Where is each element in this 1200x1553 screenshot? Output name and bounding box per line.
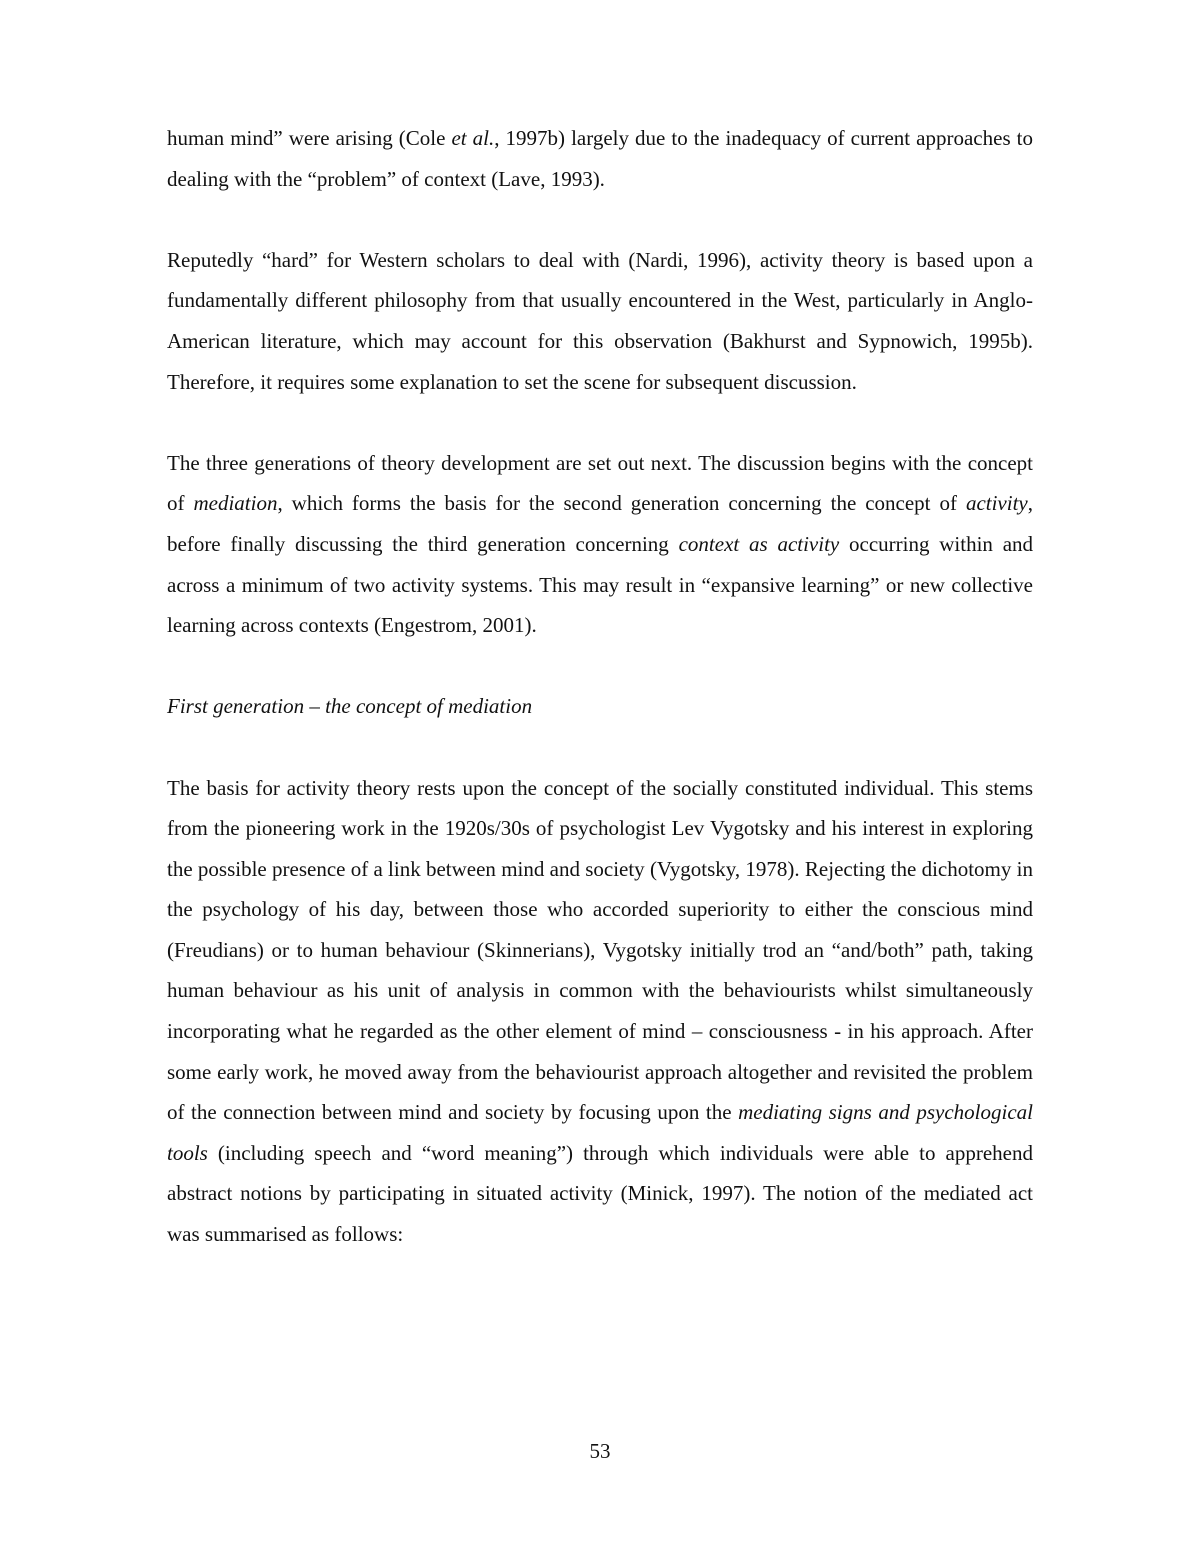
paragraph-text: , before finally discussing the third generation concerning bbox=[167, 491, 1033, 556]
paragraph-text: occurring within and across a minimum of two activity systems. This may result in “expansive learning” or new collective learning across contexts (Engestrom, 2001). bbox=[167, 531, 1034, 638]
paragraph-continuation bbox=[167, 118, 1033, 199]
paragraph-text: The three generations of theory development are set out next. The discussion begins with the concept of bbox=[167, 450, 1033, 516]
paragraph-text: The basis for activity theory rests upon the concept of the socially constituted individual. This stems from the pioneering work in the 1920s/30s of psychologist Lev Vygotsky and his interest in exploring the possible presence of a link between mind and society (Vygotsky, 1978). Rejecting the dichotomy in the psychology of his day, between those who accorded superiority to either the conscious mind (Freudians) or to human behaviour (Skinnerians), Vygotsky initially trod an “and/both” path, taking human behaviour as his unit of analysis in common with the behaviourists whilst simultaneously incorporating what he regarded as the other element of mind – consciousness - in his approach. After some early work, he moved away from the behaviourist approach altogether and revisited the problem of the connection between mind and society by focusing upon the bbox=[167, 775, 1033, 1125]
italic-term-mediating-signs: mediating signs and psychological tools bbox=[167, 1100, 1033, 1165]
paragraph-three-generations bbox=[167, 443, 1033, 646]
paragraph-text: Reputedly “hard” for Western scholars to deal with (Nardi, 1996), activity theory is based upon a fundamentally different philosophy from that usually encountered in the West, particularly in Anglo-American literature, which may account for this observation (Bakhurst and Sypnowich, 1995b). Therefore, it requires some explanation to set the scene for subsequent discussion. bbox=[167, 247, 1033, 394]
italic-term-activity: activity bbox=[965, 491, 1028, 516]
italic-term-mediation: mediation bbox=[193, 491, 278, 516]
paragraph-gap bbox=[167, 646, 1033, 687]
section-heading: First generation – the concept of mediation bbox=[167, 694, 533, 719]
paragraph-text: , 1997b) largely due to the inadequacy of current approaches to dealing with the “problem” of context (Lave, 1993). bbox=[167, 126, 1033, 191]
page-number: 53 bbox=[589, 1439, 611, 1463]
italic-term-context-as-activity: context as activity bbox=[678, 531, 840, 556]
italic-citation: et al. bbox=[451, 126, 495, 150]
paragraph-text: , which forms the basis for the second generation concerning the concept of bbox=[277, 491, 966, 516]
paragraph-gap bbox=[167, 199, 1033, 240]
paragraph-text: human mind” were arising (Cole bbox=[167, 126, 452, 150]
page-body bbox=[167, 118, 1033, 1255]
paragraph-text: (including speech and “word meaning”) through which individuals were able to apprehend abstract notions by participating in situated activity (Minick, 1997). The notion of the mediated act was summarised as follows: bbox=[167, 1140, 1033, 1247]
paragraph-first-generation bbox=[167, 768, 1033, 1255]
paragraph-gap bbox=[167, 727, 1033, 768]
paragraph-activity-theory-intro bbox=[167, 240, 1033, 402]
paragraph-gap bbox=[167, 402, 1033, 443]
